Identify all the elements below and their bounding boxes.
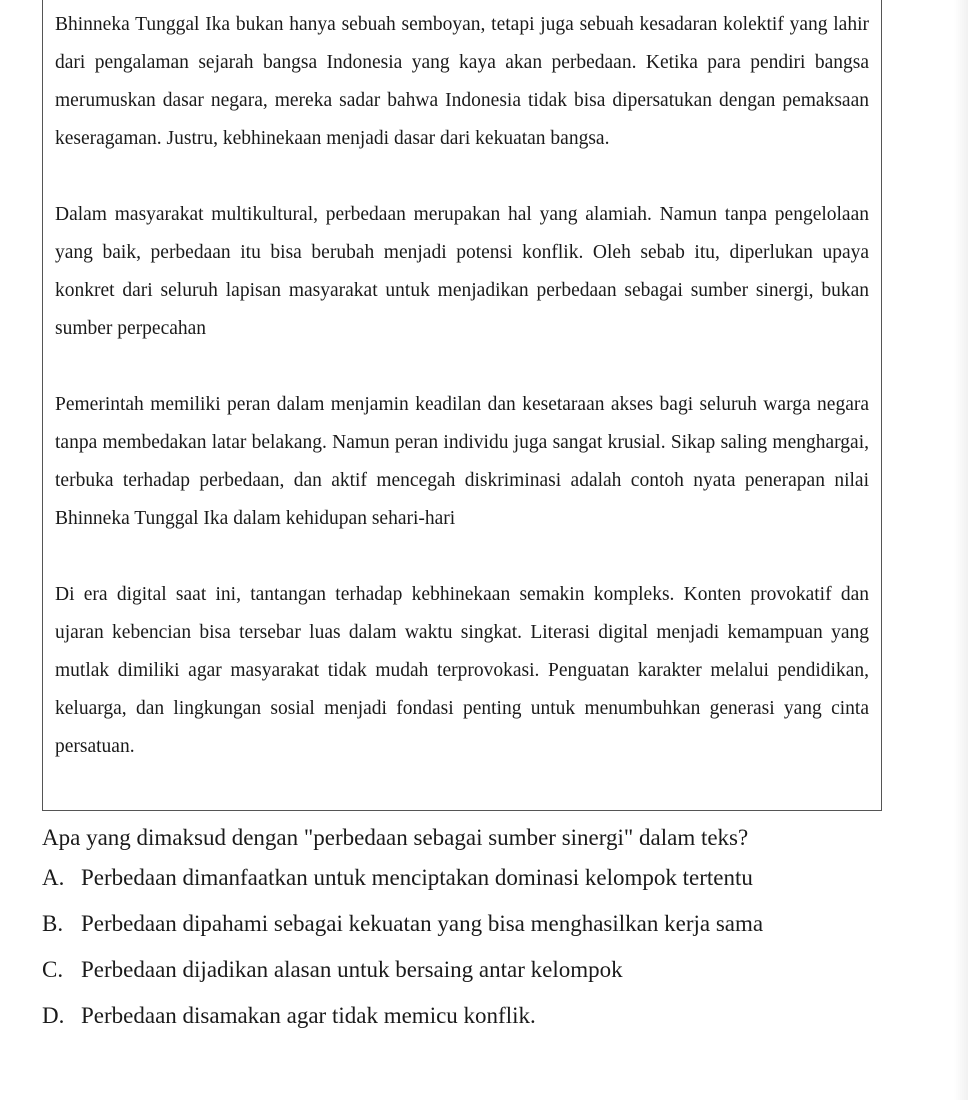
option-d-letter: D. [42, 1003, 65, 1028]
page-edge-shadow [954, 0, 968, 1100]
question-block [42, 820, 942, 1048]
option-c[interactable] [42, 956, 942, 983]
answer-options [42, 864, 942, 1029]
option-b-letter: B. [42, 911, 64, 936]
option-b[interactable] [42, 910, 942, 937]
option-d-text: Perbedaan disamakan agar tidak memicu konflik. [81, 1003, 536, 1028]
option-a-letter: A. [42, 865, 65, 890]
option-a-text: Perbedaan dimanfaatkan untuk menciptakan dominasi kelompok tertentu [81, 865, 753, 890]
option-c-text: Perbedaan dijadikan alasan untuk bersaing antar kelompok [81, 957, 623, 982]
reading-passage-box [42, 0, 882, 811]
passage-paragraph-1: Bhinneka Tunggal Ika bukan hanya sebuah semboyan, tetapi juga sebuah kesadaran kolektif yang lahir dari pengalaman sejarah bangsa Indonesia yang kaya akan perbedaan. Ketika para pendiri bangsa merumuskan dasar negara, mereka sadar bahwa Indonesia tidak bisa dipersatukan dengan pemaksaan keseragaman. Justru, kebhinekaan menjadi dasar dari kekuatan bangsa. [55, 14, 869, 149]
question-text: Apa yang dimaksud dengan "perbedaan sebagai sumber sinergi" dalam teks? [42, 825, 749, 850]
option-a[interactable] [42, 864, 942, 891]
passage-paragraph-3: Pemerintah memiliki peran dalam menjamin keadilan dan kesetaraan akses bagi seluruh warga negara tanpa membedakan latar belakang. Namun peran individu juga sangat krusial. Sikap saling menghargai, terbuka terhadap perbedaan, dan aktif mencegah diskriminasi adalah contoh nyata penerapan nilai Bhinneka Tunggal Ika dalam kehidupan sehari-hari [55, 394, 869, 529]
option-d[interactable] [42, 1002, 942, 1029]
passage-paragraph-2: Dalam masyarakat multikultural, perbedaan merupakan hal yang alamiah. Namun tanpa pengelolaan yang baik, perbedaan itu bisa berubah menjadi potensi konflik. Oleh sebab itu, diperlukan upaya konkret dari seluruh lapisan masyarakat untuk menjadikan perbedaan sebagai sumber sinergi, bukan sumber perpecahan [55, 204, 869, 339]
option-c-letter: C. [42, 957, 64, 982]
option-b-text: Perbedaan dipahami sebagai kekuatan yang bisa menghasilkan kerja sama [81, 911, 764, 936]
passage-paragraph-4: Di era digital saat ini, tantangan terhadap kebhinekaan semakin kompleks. Konten provokatif dan ujaran kebencian bisa tersebar luas dalam waktu singkat. Literasi digital menjadi kemampuan yang mutlak dimiliki agar masyarakat tidak mudah terprovokasi. Penguatan karakter melalui pendidikan, keluarga, dan lingkungan sosial menjadi fondasi penting untuk menumbuhkan generasi yang cinta persatuan. [55, 584, 869, 757]
